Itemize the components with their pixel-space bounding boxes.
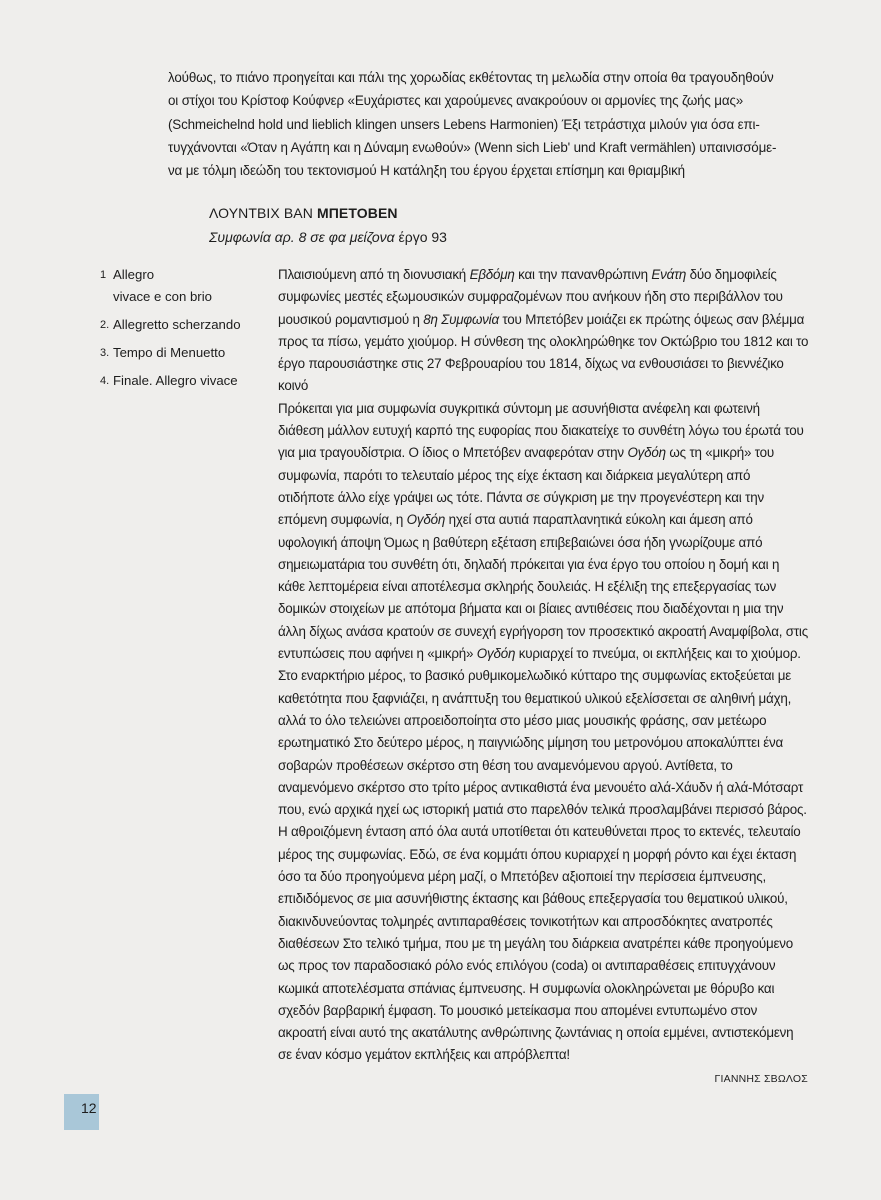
- intro-text: [168, 66, 820, 182]
- italic-title: Ενάτη: [651, 267, 687, 282]
- text-run: δύο δημοφιλείς συμφωνίες μεστές εξωμουσικών συμφραζομένων που ανήκουν ήδη στο περιβάλλον του μουσικού ρομαντισμού η: [278, 267, 783, 327]
- text-run: ηχεί στα αυτιά παραπλανητικά εύκολη και άμεση από υφολογική άποψη Όμως η βαθύτερη εξέταση επιβεβαιώνει όσα ήδη γνωρίζουμε από σημειωματάρια του συνθέτη ότι, δηλαδή πρόκειται για ένα έργο του οποίου η δομή και η κάθε λεπτομέρεια είναι αποτέλεσμα σκληρής δουλειάς. Η εξέλιξη της επεξεργασίας των δομικών στοιχείων με απότομα βήματα και οι βίαιες αντιθέσεις που διαδέχονται η μια την άλλη δίχως ανάσα κρατούν σε συνεχή εγρήγορση τον προσεκτικό ακροατή Αναμφίβολα, στις εντυπώσεις που αφήνει η «μικρή»: [278, 512, 808, 662]
- movement-title-line: Allegro: [113, 267, 155, 282]
- composer-name: [209, 203, 769, 223]
- intro-line: να με τόλμη ιδεώδη του τεκτονισμού Η κατάληξη του έργου έρχεται επίσημη και θριαμβική: [168, 163, 685, 179]
- intro-line: οι στίχοι του Κρίστοφ Κούφνερ «Ευχάριστες και χαρούμενες ανακρούουν οι αρμονίες της ζωής μας»: [168, 93, 744, 109]
- text-run: Πλαισιούμενη από τη διονυσιακή: [278, 267, 470, 282]
- movement-title: Tempo di Menuetto: [113, 345, 226, 360]
- author-signature: ΓΙΑΝΝΗΣ ΣΒΩΛΟΣ: [714, 1073, 808, 1085]
- movement-title: [113, 264, 260, 308]
- text-run: και την πανανθρώπινη: [514, 267, 652, 282]
- text-run: Πρόκειται για μια συμφωνία συγκριτικά σύντομη με ασυνήθιστα ανέφελη και φωτεινή διάθεση μάλλον ευτυχή καρπό της ευφορίας που διακατείχε το συνθέτη λόγω του έρωτά του για μια τραγουδίστρια. Ο ίδιος ο Μπετόβεν αναφερόταν στην: [278, 400, 804, 461]
- composer-first-name: ΛΟΥΝΤΒΙΧ ΒΑΝ: [209, 205, 313, 221]
- movement-title: Finale. Allegro vivace: [113, 373, 238, 388]
- movement-title: Allegretto scherzando: [113, 317, 241, 332]
- movement-item: [100, 314, 260, 336]
- italic-title: Ογδόη: [627, 445, 666, 461]
- movement-item: [100, 370, 260, 392]
- intro-line: (Schmeichelnd hold und lieblich klingen unsers Lebens Harmonien) Έξι τετράστιχα μιλούν για όσα επι-: [168, 116, 760, 132]
- movement-number: 4.: [100, 375, 110, 387]
- italic-title: Ογδόη: [406, 512, 446, 528]
- text-run: του Μπετόβεν μοιάζει εκ πρώτης όψεως σαν βλέμμα προς τα πίσω, γεμάτο χιούμορ. Η σύνθεση της ολοκληρώθηκε τον Οκτώβριο του 1812 και το έργο παρουσιάστηκε στις 27 Φεβρουαρίου του 1814, δίχως να ενθουσιάσει το βιεννέζικο κοινό: [278, 311, 809, 394]
- movement-number: 3.: [100, 347, 110, 359]
- movement-title-line: vivace e con brio: [113, 289, 212, 304]
- movement-number: 1: [100, 269, 107, 281]
- italic-title: Ογδόη: [476, 646, 516, 662]
- paragraph-1: [278, 264, 809, 398]
- paragraph-3: Στο εναρκτήριο μέρος, το βασικό ρυθμικομελωδικό κύτταρο της συμφωνίας εκτοξεύεται με καθετότητα που ξαφνιάζει, η ανάπτυξη του θεματικού υλικού εξελίσσεται σε αληθινή μάχη, αλλά το όλο τελειώνει απροειδοποίητα στο μέσο μιας μουσικής φράσης, σαν μετέωρο ερωτηματικό Στο δεύτερο μέρος, η παιγνιώδης μίμηση του μετρονόμου αποκαλύπτει ένα σοβαρών προθέσεων σκέρτσο στη θέση του αναμενόμενου αργού. Αντίθετα, το αναμενόμενο σκέρτσο στο τρίτο μέρος αντικαθιστά ένα μενουέτο αλά-Χάυδν ή αλά-Μότσαρτ που, ενώ αρχικά ηχεί ως ιστορική ματιά στο παρελθόν τελικά προσλαμβάνει περισσό βάρος. Η αθροιζόμενη ένταση από όλα αυτά υποτίθεται ότι κατευθύνεται προς το εκτενές, τελευταίο μέρος της συμφωνίας. Εδώ, σε ένα κομμάτι όπου κυριαρχεί η μορφή ρόντο και έχει έκταση όσο τα δύο προηγούμενα μέρη μαζί, ο Μπετόβεν αξιοποιεί την περίσσεια έμπνευσης, επιδιδόμενος σε μια ασυνήθιστης έκτασης και βάθους επεξεργασία του θεματικού υλικού, διακινδυνεύοντας τολμηρές αντιπαραθέσεις τονικοτήτων και απροσδόκητες ανατροπές διαθέσεων Στο τελικό τμήμα, που με τη μεγάλη του διάρκεια ανατρέπει κάθε προηγούμενο ως προς τον παραδοσιακό ρόλο ενός επιλόγου (coda) οι αντιπαραθέσεις επιτυγχάνουν κωμικά αποτελέσματα σπάνιας έμπνευσης. Η συμφωνία ολοκληρώνεται με θόρυβο και σχεδόν βαρβαρική έμφαση. Το μουσικό μετείκασμα που απομένει εντυπωμένο στον ακροατή είναι αυτό της ακατάλυτης ανθρώπινης ζωντάνιας η οποία εμμένει, αντιστεκόμενη σε έναν κόσμο γεμάτον εκπλήξεις και απρόβλεπτα!: [278, 668, 807, 1063]
- work-title-italic: Συμφωνία αρ. 8 σε φα μείζονα: [209, 229, 395, 245]
- italic-title: Εβδόμη: [469, 267, 515, 282]
- movement-item: [100, 342, 260, 364]
- intro-line: λούθως, το πιάνο προηγείται και πάλι της χορωδίας εκθέτοντας τη μελωδία στην οποία θα τραγουδηθούν: [168, 70, 774, 85]
- text-run: κυριαρχεί το πνεύμα, οι εκπλήξεις και το χιούμορ.: [515, 646, 801, 662]
- page-number: 12: [64, 1094, 99, 1130]
- italic-title: 8η Συμφωνία: [423, 311, 499, 327]
- program-notes: [278, 264, 809, 1067]
- intro-line: τυγχάνονται «Όταν η Αγάπη και η Δύναμη ενωθούν» (Wenn sich Lieb' und Kraft vermählen) υπαινισσόμε-: [168, 139, 777, 155]
- text-run: ως τη «μικρή» του συμφωνία, παρότι το τελευταίο μέρος της είχε έκταση και διάρκεια μεγαλύτερη από οτιδήποτε άλλο είχε γράψει ως τότε. Πάντα σε σύγκριση με την προγενέστερη και την επόμενη συμφωνία, η: [278, 445, 775, 528]
- work-opus: έργο 93: [398, 229, 447, 245]
- movements-list: [100, 264, 260, 392]
- composer-last-name: ΜΠΕΤΟΒΕΝ: [316, 205, 398, 221]
- work-title: [209, 227, 769, 247]
- movement-item: [100, 264, 260, 308]
- movement-number: 2.: [100, 319, 110, 331]
- paragraph-2: [278, 398, 809, 666]
- work-heading: [209, 203, 769, 247]
